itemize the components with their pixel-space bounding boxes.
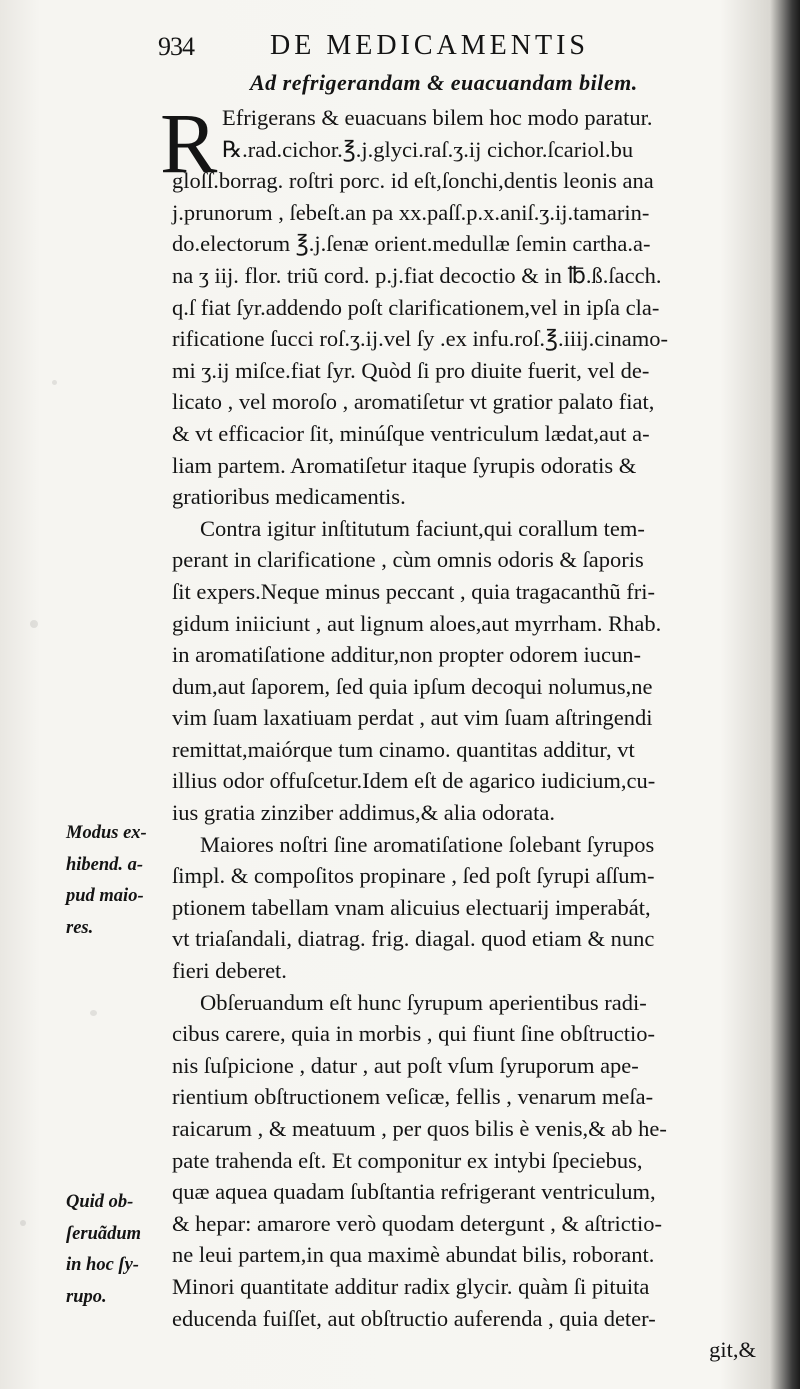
text-line: Minori quantitate additur radix glycir. quàm ſi pituita <box>172 1273 650 1299</box>
text-line: Obſeruandum eſt hunc ſyrupum aperientibus radi- <box>200 989 647 1015</box>
text-line: ius gratia zinziber addimus,& alia odorata. <box>172 800 555 826</box>
text-line: ſit expers.Neque minus peccant , quia tragacanthũ fri- <box>172 578 655 604</box>
text-line: git,& <box>709 1337 756 1363</box>
section-title: Ad refrigerandam & euacuandam bilem. <box>250 70 638 95</box>
text-line: licato , vel moroſo , aromatiſetur vt gratior palato fiat, <box>172 389 655 415</box>
text-line: q.ſ fiat ſyr.addendo poſt clarificationem,vel in ipſa cla- <box>172 294 660 320</box>
text-line: remittat,maiórque tum cinamo. quantitas additur, vt <box>172 736 635 762</box>
text-line: rificatione ſucci roſ.ʒ.ij.vel ſy .ex infu.roſ.℥.iiij.cinamo- <box>172 326 668 352</box>
text-line: illius odor offuſcetur.Idem eſt de agarico iudicium,cu- <box>172 768 656 794</box>
margin-note-modus <box>66 818 184 944</box>
paragraph-2 <box>172 513 764 829</box>
paper-speckle <box>20 1220 26 1226</box>
page-number: 934 <box>158 32 194 61</box>
text-line: ℞.rad.cichor.℥.j.glyci.raſ.ʒ.ij cichor.ſcariol.bu <box>222 136 634 162</box>
text-line: rientium obſtructionem veſicæ, fellis , venarum meſa- <box>172 1084 654 1110</box>
margin-note-quid <box>66 1187 184 1313</box>
text-line: vim ſuam laxatiuam perdat , aut vim ſuam aſtringendi <box>172 705 653 731</box>
text-line: liam partem. Aromatiſetur itaque ſyrupis odoratis & <box>172 452 637 478</box>
text-line: gloſſ.borrag. roſtri porc. id eſt,ſonchi,dentis leonis ana <box>172 168 654 194</box>
text-line: ſimpl. & compoſitos propinare , ſed poſt ſyrupi aſſum- <box>172 863 655 889</box>
text-line: ptionem tabellam vnam alicuius electuarij imperabát, <box>172 894 651 920</box>
text-line: fieri deberet. <box>172 958 287 984</box>
paragraph-1 <box>172 102 764 513</box>
text-line: Maiores noſtri ſine aromatiſatione ſolebant ſyrupos <box>200 831 655 857</box>
body-text <box>172 102 764 1366</box>
text-line: & hepar: amarore verò quodam detergunt , & aſtrictio- <box>172 1210 663 1236</box>
text-line: raicarum , & meatuum , per quos bilis è venis,& ab he- <box>172 1116 667 1141</box>
text-line: perant in clarificatione , cùm omnis odoris & ſaporis <box>172 547 644 573</box>
text-line: Contra igitur inſtitutum faciunt,qui corallum tem- <box>200 515 645 541</box>
paragraph-4 <box>172 987 764 1366</box>
text-line: educenda fuiſſet, aut obſtructio auferenda , quia deter- <box>172 1305 656 1331</box>
margin-note-line: res. <box>66 917 94 938</box>
text-line: in aromatiſatione additur,non propter odorem iucun- <box>172 642 641 668</box>
paragraph-3 <box>172 829 764 987</box>
running-title: DE MEDICAMENTIS <box>270 30 589 61</box>
paper-speckle <box>90 1010 97 1016</box>
text-line: dum,aut ſaporem, ſed quia ipſum decoqui nolumus,ne <box>172 673 653 699</box>
margin-note-line: rupo. <box>66 1286 107 1307</box>
paper-speckle <box>30 620 38 628</box>
text-line: quæ aquea quadam ſubſtantia refrigerant ventriculum, <box>172 1179 656 1205</box>
margin-note-line: Modus ex- <box>66 823 147 843</box>
margin-note-line: in hoc ſy- <box>66 1255 139 1276</box>
page-header <box>158 28 758 68</box>
text-line: j.prunorum , ſebeſt.an pa xx.paſſ.p.x.aniſ.ʒ.ij.tamarin- <box>172 199 650 225</box>
text-line: mi ʒ.ij miſce.fiat ſyr. Quòd ſi pro diuite fuerit, vel de- <box>172 357 650 383</box>
margin-note-line: pud maio- <box>66 886 144 907</box>
paper-speckle <box>52 380 57 385</box>
text-line: pate trahenda eſt. Et componitur ex intybi ſpeciebus, <box>172 1147 643 1173</box>
text-line: do.electorum ℥.j.ſenæ orient.medullæ ſemin cartha.a- <box>172 231 651 257</box>
text-line: Efrigerans & euacuans bilem hoc modo paratur. <box>222 105 653 130</box>
drop-cap: R <box>160 95 218 191</box>
text-line: nis ſuſpicione , datur , aut poſt vſum ſyruporum ape- <box>172 1052 639 1078</box>
text-line: cibus carere, quia in morbis , qui fiunt ſine obſtructio- <box>172 1021 656 1047</box>
margin-note-line: ſeruãdum <box>66 1223 142 1244</box>
text-line: na ʒ iij. flor. triũ cord. p.j.fiat decoctio & in ℔.ß.ſacch. <box>172 262 662 288</box>
text-line: gratioribus medicamentis. <box>172 484 406 510</box>
text-line: ne leui partem,in qua maximè abundat bilis, roborant. <box>172 1242 655 1268</box>
text-line: vt triaſandali, diatrag. frig. diagal. quod etiam & nunc <box>172 926 655 952</box>
text-line: & vt efficacior ſit, minúſque ventriculum lædat,aut a- <box>172 420 650 446</box>
text-line: gidum iniiciunt , aut lignum aloes,aut myrrham. Rhab. <box>172 610 662 636</box>
margin-note-line: hibend. a- <box>66 854 144 875</box>
margin-note-line: Quid ob- <box>66 1192 134 1212</box>
